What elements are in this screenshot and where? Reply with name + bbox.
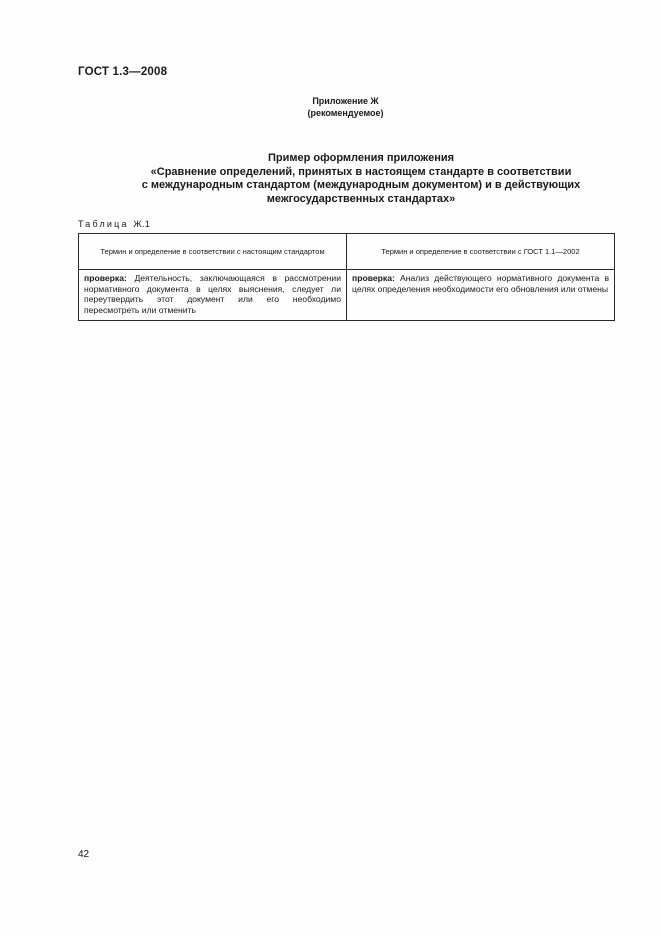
document-code: ГОСТ 1.3—2008 xyxy=(78,66,168,78)
term-definition: Деятельность, заключающаяся в рассмотрении нормативного документа в целях выяснения, следует ли переутвердить этот документ или его необходимо пересмотреть или отменить xyxy=(84,273,341,315)
table-header-row xyxy=(79,234,615,270)
comparison-table xyxy=(78,233,615,321)
table-caption-number: Ж.1 xyxy=(133,219,151,229)
appendix-title: Приложение Ж xyxy=(312,96,379,106)
term-name: проверка: xyxy=(84,273,127,283)
heading-line: Пример оформления приложения xyxy=(267,152,455,164)
heading-line: «Сравнение определений, принятых в настоящем стандарте в соответствии xyxy=(150,165,572,178)
table-row xyxy=(79,270,615,321)
appendix-status: (рекомендуемое) xyxy=(307,108,384,118)
table-cell-gost-definition xyxy=(347,270,615,321)
term-name: проверка: xyxy=(352,273,395,283)
page-number: 42 xyxy=(78,849,90,860)
table-cell-current-definition xyxy=(79,270,347,321)
column-header-gost-1-1: Термин и определение в соответствии с ГОСТ 1.1—2002 xyxy=(347,234,615,270)
term-definition: Анализ действующего нормативного документа в целях определения необходимости его обновления или отмены xyxy=(352,273,610,294)
table-caption-prefix: Таблица xyxy=(78,219,129,229)
column-header-current-standard: Термин и определение в соответствии с настоящим стандартом xyxy=(79,234,347,270)
heading-line: межгосударственных стандартах» xyxy=(266,192,456,205)
appendix-heading xyxy=(100,152,622,206)
heading-line: с международным стандартом (международным документом) и в действующих xyxy=(141,179,581,191)
table-caption xyxy=(78,219,150,229)
